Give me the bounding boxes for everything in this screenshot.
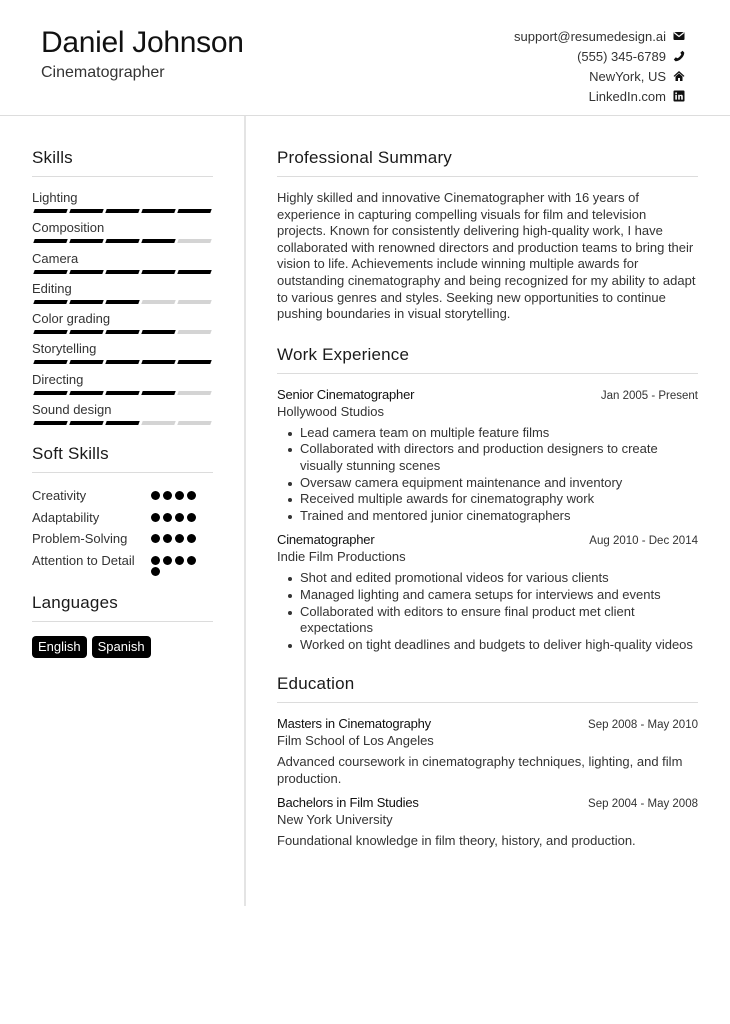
skill-item <box>32 402 213 432</box>
bullet-item: Worked on tight deadlines and budgets to deliver high-quality videos <box>300 637 698 654</box>
level-segment-filled <box>33 239 67 243</box>
work-experience-heading: Work Experience <box>277 345 698 374</box>
soft-skill-name: Attention to Detail <box>32 552 135 568</box>
education-description: Foundational knowledge in film theory, history, and production. <box>277 833 636 849</box>
rating-dot-icon <box>163 534 172 543</box>
soft-skills-list <box>32 486 213 576</box>
level-segment-filled <box>141 391 175 395</box>
level-segment-filled <box>69 209 103 213</box>
main-content <box>277 148 698 850</box>
level-segment-filled <box>33 391 67 395</box>
languages-list <box>32 636 213 658</box>
job-dates: Aug 2010 - Dec 2014 <box>589 535 698 548</box>
languages-section <box>32 593 213 658</box>
soft-skills-section <box>32 444 213 576</box>
skill-level-bar <box>32 360 213 364</box>
soft-skill-name: Creativity <box>32 488 87 504</box>
resume-header <box>0 0 730 116</box>
skill-level-bar <box>32 270 213 274</box>
level-segment-filled <box>69 391 103 395</box>
soft-skill-item <box>32 508 213 530</box>
education-entry <box>277 795 698 850</box>
bullet-item: Received multiple awards for cinematography work <box>300 491 698 508</box>
rating-dot-icon <box>175 513 184 522</box>
degree: Bachelors in Film Studies <box>277 795 419 811</box>
soft-skill-rating <box>151 551 201 576</box>
skill-item <box>32 281 213 311</box>
languages-heading: Languages <box>32 593 213 622</box>
soft-skill-rating <box>151 486 201 500</box>
education-section <box>277 674 698 850</box>
soft-skill-item <box>32 529 213 551</box>
soft-skill-name: Problem-Solving <box>32 531 128 547</box>
linkedin-icon <box>673 90 685 102</box>
rating-dot-icon <box>175 534 184 543</box>
contact-linkedin-text: LinkedIn.com <box>588 88 666 104</box>
bullet-item: Lead camera team on multiple feature films <box>300 425 698 442</box>
skill-item <box>32 372 213 402</box>
skill-name: Composition <box>32 220 105 236</box>
summary-text: Highly skilled and innovative Cinematographer with 16 years of experience in capturing compelling visuals for film and television projects. Known for consistently delivering high-quality work, I have collaborated with renowned directors and production teams to bring their vision to life. Achievements include winning multiple awards for outstanding cinematography and being recognized for my ability to adapt to various genres and styles. Seeking new opportunities to continue pushing boundaries in visual storytelling. <box>277 190 696 322</box>
job-dates: Jan 2005 - Present <box>600 389 698 402</box>
level-segment-filled <box>141 330 175 334</box>
rating-dot-icon <box>187 556 196 565</box>
sidebar <box>32 148 213 658</box>
contact-linkedin[interactable] <box>514 86 685 106</box>
school: New York University <box>277 812 393 828</box>
skill-name: Color grading <box>32 311 111 327</box>
bullet-item: Collaborated with editors to ensure final product met client expectations <box>300 604 698 637</box>
level-segment-filled <box>105 270 139 274</box>
skill-item <box>32 190 213 220</box>
level-segment-filled <box>69 360 103 364</box>
level-segment-filled <box>33 330 67 334</box>
rating-dot-icon <box>175 491 184 500</box>
soft-skill-item <box>32 486 213 508</box>
bullet-item: Collaborated with directors and production designers to create visually stunning scenes <box>300 441 698 474</box>
job-bullets <box>277 570 698 653</box>
level-segment-filled <box>69 239 103 243</box>
level-segment-empty <box>177 421 211 425</box>
skill-item <box>32 311 213 341</box>
level-segment-filled <box>141 270 175 274</box>
level-segment-empty <box>177 300 211 304</box>
level-segment-filled <box>69 421 103 425</box>
level-segment-empty <box>177 239 211 243</box>
rating-dot-icon <box>187 534 196 543</box>
skills-list <box>32 190 213 432</box>
language-badge: English <box>32 636 87 658</box>
skill-level-bar <box>32 209 213 213</box>
level-segment-filled <box>105 330 139 334</box>
rating-dot-icon <box>151 491 160 500</box>
soft-skill-name: Adaptability <box>32 509 100 525</box>
job-bullets <box>277 425 698 525</box>
level-segment-filled <box>141 209 175 213</box>
level-segment-filled <box>177 270 211 274</box>
job-entry <box>277 532 698 653</box>
work-experience-section <box>277 345 698 654</box>
level-segment-filled <box>141 239 175 243</box>
contact-location <box>514 66 685 86</box>
level-segment-filled <box>105 209 139 213</box>
skill-name: Editing <box>32 280 72 296</box>
job-entry <box>277 387 698 525</box>
level-segment-empty <box>177 391 211 395</box>
soft-skill-rating <box>151 529 201 543</box>
level-segment-filled <box>33 360 67 364</box>
contact-phone-text: (555) 345-6789 <box>577 48 666 64</box>
contact-phone[interactable] <box>514 46 685 66</box>
skill-level-bar <box>32 391 213 395</box>
rating-dot-icon <box>151 534 160 543</box>
bullet-item: Trained and mentored junior cinematographers <box>300 508 698 525</box>
level-segment-filled <box>141 360 175 364</box>
summary-heading: Professional Summary <box>277 148 698 177</box>
education-dates: Sep 2004 - May 2008 <box>588 798 698 811</box>
level-segment-filled <box>105 421 139 425</box>
rating-dot-icon <box>151 567 160 576</box>
level-segment-filled <box>69 270 103 274</box>
skill-name: Storytelling <box>32 341 97 357</box>
level-segment-filled <box>105 391 139 395</box>
rating-dot-icon <box>151 513 160 522</box>
level-segment-empty <box>141 300 175 304</box>
language-badge: Spanish <box>92 636 151 658</box>
candidate-title: Cinematographer <box>41 64 165 81</box>
school: Film School of Los Angeles <box>277 733 434 749</box>
rating-dot-icon <box>187 491 196 500</box>
column-divider <box>244 116 246 906</box>
level-segment-filled <box>105 239 139 243</box>
degree: Masters in Cinematography <box>277 716 431 732</box>
contact-location-text: NewYork, US <box>589 68 666 84</box>
bullet-item: Oversaw camera equipment maintenance and inventory <box>300 475 698 492</box>
rating-dot-icon <box>163 513 172 522</box>
envelope-icon <box>673 30 685 42</box>
rating-dot-icon <box>163 491 172 500</box>
skill-name: Sound design <box>32 402 112 418</box>
soft-skill-item <box>32 551 213 576</box>
rating-dot-icon <box>163 556 172 565</box>
skill-level-bar <box>32 421 213 425</box>
skills-section <box>32 148 213 432</box>
skill-level-bar <box>32 300 213 304</box>
level-segment-filled <box>105 300 139 304</box>
education-description: Advanced coursework in cinematography techniques, lighting, and film production. <box>277 754 683 786</box>
soft-skill-rating <box>151 508 201 522</box>
rating-dot-icon <box>187 513 196 522</box>
bullet-item: Shot and edited promotional videos for various clients <box>300 570 698 587</box>
contact-info <box>514 26 685 106</box>
level-segment-filled <box>69 330 103 334</box>
skill-item <box>32 251 213 281</box>
skill-level-bar <box>32 330 213 334</box>
job-company: Indie Film Productions <box>277 549 406 565</box>
level-segment-filled <box>177 360 211 364</box>
level-segment-filled <box>33 270 67 274</box>
education-dates: Sep 2008 - May 2010 <box>588 719 698 732</box>
contact-email-text: support@resumedesign.ai <box>514 28 666 44</box>
level-segment-filled <box>69 300 103 304</box>
skill-level-bar <box>32 239 213 243</box>
rating-dot-icon <box>175 556 184 565</box>
skill-name: Camera <box>32 250 79 266</box>
job-role: Senior Cinematographer <box>277 386 415 402</box>
level-segment-filled <box>105 360 139 364</box>
education-heading: Education <box>277 674 698 703</box>
bullet-item: Managed lighting and camera setups for interviews and events <box>300 587 698 604</box>
soft-skills-heading: Soft Skills <box>32 444 213 473</box>
level-segment-filled <box>33 300 67 304</box>
skill-item <box>32 341 213 371</box>
phone-icon <box>673 50 685 62</box>
education-entry <box>277 716 698 787</box>
job-company: Hollywood Studios <box>277 403 384 419</box>
level-segment-empty <box>177 330 211 334</box>
skills-heading: Skills <box>32 148 213 177</box>
level-segment-filled <box>33 421 67 425</box>
skill-item <box>32 220 213 250</box>
skill-name: Directing <box>32 371 84 387</box>
level-segment-filled <box>33 209 67 213</box>
summary-section <box>277 148 698 323</box>
level-segment-filled <box>177 209 211 213</box>
contact-email[interactable] <box>514 26 685 46</box>
skill-name: Lighting <box>32 190 78 205</box>
rating-dot-icon <box>151 556 160 565</box>
candidate-name: Daniel Johnson <box>41 26 244 59</box>
job-role: Cinematographer <box>277 532 375 548</box>
home-icon <box>673 70 685 82</box>
level-segment-empty <box>141 421 175 425</box>
